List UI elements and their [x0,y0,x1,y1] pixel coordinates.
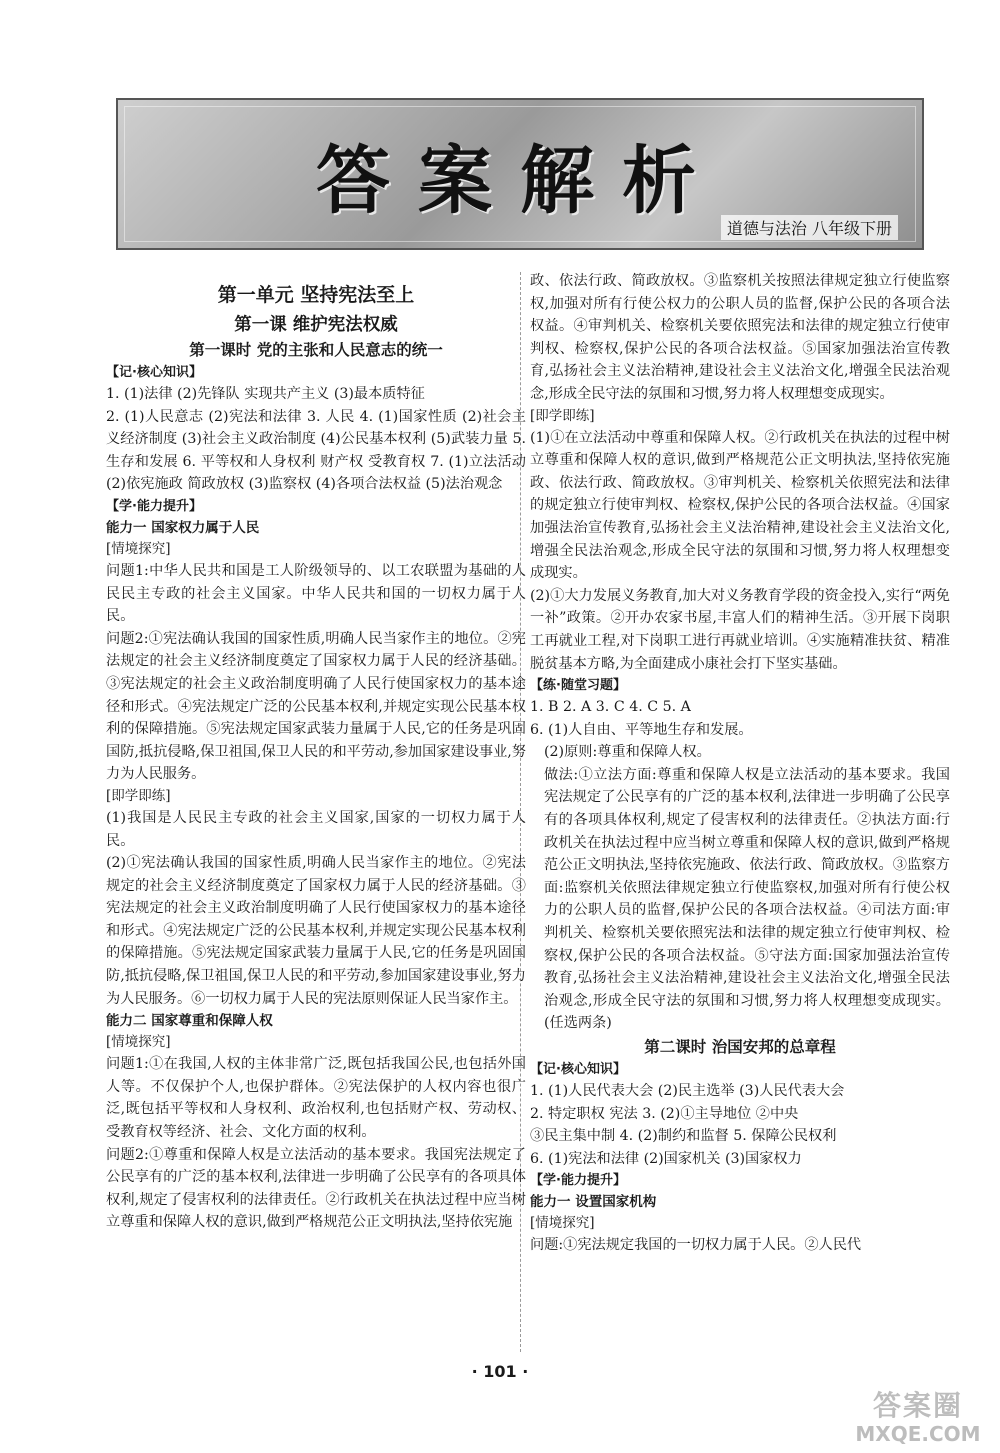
subsection-label: [即学即练] [106,787,171,804]
answer-paragraph: (1)①在立法活动中尊重和保障人权。②行政机关在执法的过程中树立尊重和保障人权的意识,做到严格规范公正文明执法,坚持依宪施政、依法行政、简政放权。③审判机关、检察机关依照宪法和法律的规定独立行使审判权、检察权,保护公民的各项合法权益。④国家加强法治宣传教育,弘扬社会主义法治精神,建设社会主义法治文化,增强全民法治观念,形成全民守法的氛围和习惯,努力将人权理想变成现实。 [530,429,950,582]
ability-heading: 能力一 设置国家机构 [530,1194,657,1211]
answer-paragraph: 问题1:①在我国,人权的主体非常广泛,既包括我国公民,也包括外国人等。不仅保护个人,也保护群体。②宪法保护的人权内容也很广泛,既包括平等权和人身权利、政治权利,也包括财产权、劳动权、受教育权等经济、社会、文化方面的权利。 [106,1056,526,1141]
subsection-label: [情境探究] [106,1034,171,1051]
answer-paragraph: 问题2:①宪法确认我国的国家性质,明确人民当家作主的地位。②宪法规定的社会主义经济制度奠定了国家权力属于人民的经济基础。③宪法规定的社会主义政治制度明确了人民行使国家权力的基本途径和形式。④宪法规定广泛的公民基本权利,并规定实现公民基本权利的保障措施。⑤宪法规定国家武装力量属于人民,它的任务是巩固国防,抵抗侵略,保卫祖国,保卫人民的和平劳动,参加国家建设事业,努力为人民服务。 [106,630,526,783]
core-answer-line: 6. (1)宪法和法律 (2)国家机关 (3)国家权力 [530,1150,802,1167]
section-label-exercise: 【练·随堂习题】 [530,678,626,694]
core-answer-line: 2. 特定职权 宪法 3. (2)①主导地位 ②中央 [530,1105,799,1122]
subsection-label: [即学即练] [530,407,595,424]
section-label-ability: 【学·能力提升】 [530,1173,626,1189]
watermark-text: 答案圈 [872,1389,963,1422]
watermark [850,1390,986,1448]
ability-heading: 能力一 国家权力属于人民 [106,519,260,536]
choice-answers: 1. B 2. A 3. C 4. C 5. A [530,699,691,716]
answer-paragraph: 政、依法行政、简政放权。③监察机关按照法律规定独立行使监察权,加强对所有行使公权力的公职人员的监督,保护公民的各项合法权益。④审判机关、检察机关要依照宪法和法律的规定独立行使审判权、检察权,保护公民的各项合法权益。⑤国家加强法治宣传教育,弘扬社会主义法治精神,建设社会主义法治文化,增强全民法治观念,形成全民守法的氛围和习惯,努力将人权理想变成现实。 [530,273,950,402]
period-heading: 第二课时 治国安邦的总章程 [644,1038,836,1056]
answer-paragraph: 问题1:中华人民共和国是工人阶级领导的、以工农联盟为基础的人民民主专政的社会主义国家。中华人民共和国的一切权力属于人民。 [106,562,526,625]
answer-paragraph: (2)①宪法确认我国的国家性质,明确人民当家作主的地位。②宪法规定的社会主义经济制度奠定了国家权力属于人民的经济基础。③宪法规定的社会主义政治制度明确了人民行使国家权力的基本途径和形式。④宪法规定广泛的公民基本权利,并规定实现公民基本权利的保障措施。⑤宪法规定国家武装力量属于人民,它的任务是巩固国防,抵抗侵略,保卫祖国,保卫人民的和平劳动,参加国家建设事业,努力为人民服务。⑥一切权力属于人民的宪法原则保证人民当家作主。 [106,855,526,1007]
section-label-core: 【记·核心知识】 [530,1062,626,1077]
answer-paragraph: (2)①大力发展义务教育,加大对义务教育学段的资金投入,实行“两免一补”政策。②开办农家书屋,丰富人们的精神生活。③开展下岗职工再就业工程,对下岗职工进行再就业培训。④实施精准扶贫、精准脱贫基本方略,为全面建成小康社会打下坚实基础。 [530,587,950,672]
unit-heading: 第一单元 坚持宪法至上 [217,284,415,306]
answer-paragraph: 做法:①立法方面:尊重和保障人权是立法活动的基本要求。我国宪法规定了公民享有的广泛的基本权利,法律进一步明确了公民享有的各项具体权利,规定了侵害权利的法律责任。②执法方面:行政机关在执法过程中应当树立尊重和保障人权的意识,做到严格规范公正文明执法,坚持依宪施政、依法行政、简政放权。③监察方面:监察机关依照法律规定独立行使监察权,加强对所有行使公权力的公职人员的监督,保护公民的各项合法权益。④司法方面:审判机关、检察机关要依照宪法和法律的规定独立行使审判权、检察权,保护公民的各项合法权益。⑤守法方面:国家加强法治宣传教育,弘扬社会主义法治精神,建设社会主义法治文化,增强全民法治观念,形成全民守法的氛围和习惯,努力将人权理想变成现实。(任选两条) [544,766,950,1032]
core-answer-line: 1. (1)法律 (2)先锋队 实现共产主义 (3)最本质特征 [106,386,425,402]
subsection-label: [情境探究] [530,1215,595,1232]
answer-paragraph: 6. (1)人自由、平等地生存和发展。 [530,721,753,738]
answer-paragraph: 问题:①宪法规定我国的一切权力属于人民。②人民代 [530,1237,862,1254]
page-number: · 101 · [471,1362,529,1381]
core-answer-line: 2. (1)人民意志 (2)宪法和法律 3. 人民 4. (1)国家性质 (2)社会主义经济制度 (3)社会主义政治制度 (4)公民基本权利 (5)武装力量 5. 生存和发展 6. 平等权和人身权利 财产权 受教育权 7. (1)立法活动 (2)依宪施政 简政放权 (3)监察权 (4)各项合法权益 (5)法治观念 [106,408,526,493]
section-label-core: 【记·核心知识】 [106,365,202,380]
subsection-label: [情境探究] [106,540,171,557]
right-column [530,270,950,1257]
answer-paragraph: (2)原则:尊重和保障人权。 [544,744,711,761]
period-heading: 第一课时 党的主张和人民意志的统一 [189,341,443,359]
core-answer-line: ③民主集中制 4. (2)制约和监督 5. 保障公民权利 [530,1128,837,1145]
section-label-ability: 【学·能力提升】 [106,498,202,514]
watermark-url: MXQE.COM [855,1422,981,1446]
answer-paragraph: (1)我国是人民民主专政的社会主义国家,国家的一切权力属于人民。 [106,809,526,849]
lesson-heading: 第一课 维护宪法权威 [234,315,398,335]
header-banner [116,98,924,250]
page-title: 答案解析 [316,138,724,224]
book-subtitle: 道德与法治 八年级下册 [721,215,898,240]
ability-heading: 能力二 国家尊重和保障人权 [106,1013,273,1030]
answer-paragraph: 问题2:①尊重和保障人权是立法活动的基本要求。我国宪法规定了公民享有的广泛的基本权利,法律进一步明确了公民享有的各项具体权利,规定了侵害权利的法律责任。②行政机关在执法过程中应当树立尊重和保障人权的意识,做到严格规范公正文明执法,坚持依宪施 [106,1146,526,1231]
core-answer-line: 1. (1)人民代表大会 (2)民主选举 (3)人民代表大会 [530,1083,845,1099]
left-column [106,276,526,1234]
